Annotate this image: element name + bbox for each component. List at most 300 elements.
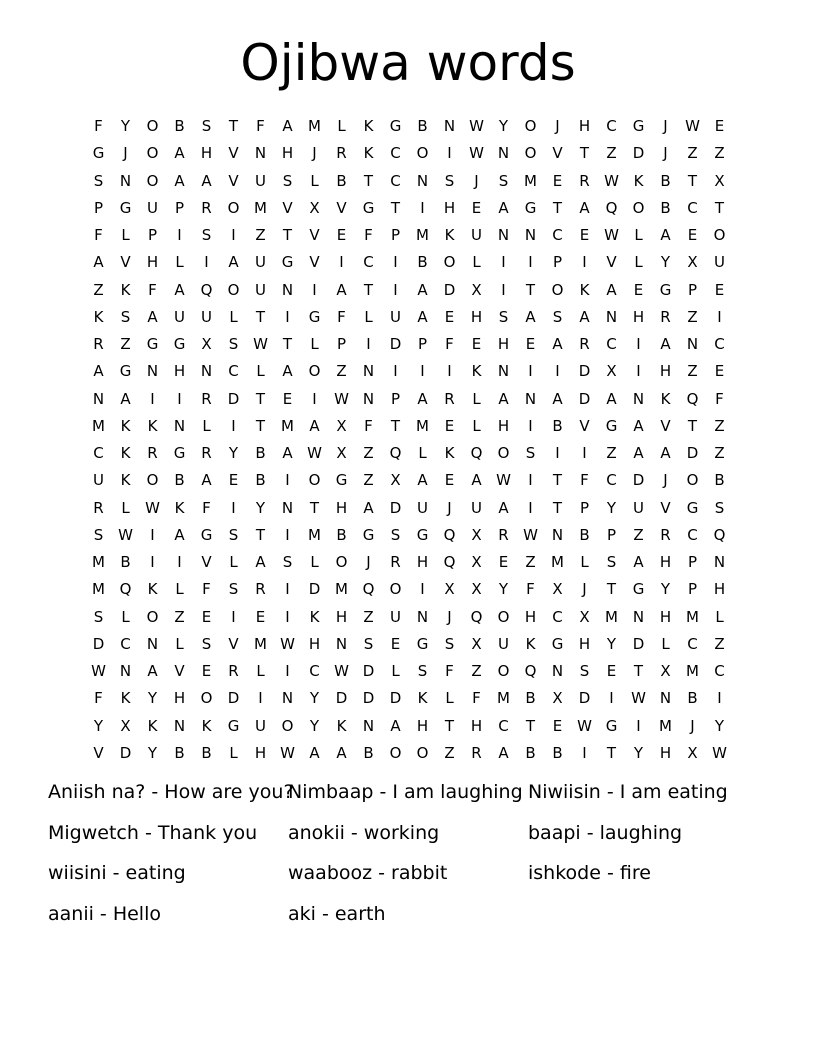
grid-letter: Y (309, 689, 320, 708)
grid-letter: R (498, 525, 509, 544)
grid-letter: E (471, 198, 482, 217)
grid-letter: T (363, 280, 374, 299)
grid-letter: S (444, 171, 455, 190)
grid-letter: U (255, 253, 266, 272)
grid-letter: N (632, 389, 645, 408)
grid-letter: B (174, 743, 185, 762)
grid-letter: L (121, 498, 130, 517)
grid-letter: C (687, 525, 698, 544)
grid-letter: L (715, 607, 724, 626)
grid-letter: F (94, 117, 103, 136)
grid-letter: U (417, 498, 428, 517)
grid-letter: U (390, 607, 401, 626)
grid-letter: F (526, 580, 535, 599)
grid-letter: I (501, 280, 506, 299)
grid-letter: F (148, 280, 157, 299)
grid-letter: W (496, 471, 511, 490)
grid-letter: F (337, 307, 346, 326)
grid-row (85, 604, 733, 631)
grid-letter: E (687, 226, 698, 245)
grid-letter: H (443, 198, 456, 217)
grid-letter: N (497, 362, 510, 381)
grid-letter: H (497, 335, 510, 354)
grid-letter: E (498, 553, 509, 572)
grid-letter: N (632, 607, 645, 626)
grid-letter: M (524, 171, 537, 190)
grid-letter: K (525, 634, 536, 653)
grid-letter: G (281, 253, 294, 272)
grid-letter: T (552, 198, 563, 217)
grid-letter: X (120, 716, 131, 735)
grid-letter: D (578, 689, 591, 708)
page-title: Ojibwa words (240, 34, 576, 92)
grid-letter: O (146, 471, 159, 490)
grid-letter: K (120, 471, 131, 490)
grid-letter: G (92, 144, 105, 163)
grid-letter: L (472, 253, 481, 272)
word-list-item: Migwetch - Thank you (48, 821, 258, 844)
grid-letter: Z (174, 607, 185, 626)
grid-letter: N (119, 171, 132, 190)
grid-letter: K (147, 416, 158, 435)
grid-letter: Z (363, 607, 374, 626)
word-list-item: ishkode - fire (528, 862, 651, 884)
grid-letter: N (551, 662, 564, 681)
grid-letter: T (255, 389, 266, 408)
grid-letter: N (416, 607, 429, 626)
grid-letter: M (686, 607, 699, 626)
grid-letter: B (336, 171, 347, 190)
grid-letter: I (339, 253, 344, 272)
grid-letter: B (552, 743, 563, 762)
grid-letter: C (309, 662, 320, 681)
grid-letter: O (551, 280, 564, 299)
grid-letter: I (177, 226, 182, 245)
grid-letter: T (579, 144, 590, 163)
grid-letter: I (258, 689, 263, 708)
grid-letter: N (551, 525, 564, 544)
grid-letter: Z (687, 144, 698, 163)
grid-letter: F (364, 416, 373, 435)
grid-row (85, 140, 733, 167)
grid-letter: O (335, 553, 348, 572)
grid-letter: F (472, 689, 481, 708)
grid-letter: A (606, 280, 617, 299)
grid-letter: N (92, 389, 105, 408)
grid-letter: G (200, 525, 213, 544)
grid-letter: A (228, 253, 239, 272)
grid-letter: E (282, 389, 293, 408)
grid-letter: J (582, 580, 587, 599)
grid-letter: N (200, 362, 213, 381)
grid-letter: W (334, 662, 349, 681)
grid-letter: I (177, 389, 182, 408)
grid-letter: O (497, 607, 510, 626)
grid-letter: D (443, 280, 456, 299)
grid-letter: O (389, 580, 402, 599)
grid-letter: A (174, 280, 185, 299)
grid-letter: H (173, 689, 186, 708)
grid-letter: U (390, 307, 401, 326)
grid-letter: Q (686, 389, 699, 408)
grid-letter: N (362, 716, 375, 735)
grid-letter: M (92, 580, 105, 599)
grid-letter: I (312, 389, 317, 408)
grid-letter: R (93, 498, 104, 517)
grid-row (85, 195, 733, 222)
grid-letter: A (417, 280, 428, 299)
grid-letter: I (555, 444, 560, 463)
grid-letter: E (444, 307, 455, 326)
grid-letter: I (528, 416, 533, 435)
grid-letter: M (254, 634, 267, 653)
grid-letter: V (309, 226, 320, 245)
grid-letter: I (231, 607, 236, 626)
grid-letter: T (633, 662, 644, 681)
grid-letter: V (201, 553, 212, 572)
grid-letter: I (285, 471, 290, 490)
grid-letter: L (229, 553, 238, 572)
grid-letter: V (174, 662, 185, 681)
grid-row (85, 168, 733, 195)
grid-letter: O (524, 144, 537, 163)
grid-row (85, 386, 733, 413)
grid-letter: V (228, 144, 239, 163)
grid-letter: A (255, 553, 266, 572)
grid-letter: R (579, 171, 590, 190)
grid-letter: T (282, 226, 293, 245)
grid-letter: O (146, 607, 159, 626)
grid-row (85, 658, 733, 685)
grid-letter: M (92, 553, 105, 572)
grid-letter: G (335, 471, 348, 490)
grid-letter: R (471, 743, 482, 762)
grid-letter: M (659, 716, 672, 735)
grid-letter: Y (498, 580, 509, 599)
grid-letter: R (201, 198, 212, 217)
grid-letter: S (525, 444, 536, 463)
grid-letter: F (202, 498, 211, 517)
grid-letter: Z (714, 144, 725, 163)
grid-letter: Z (255, 226, 266, 245)
grid-letter: Q (524, 662, 537, 681)
grid-letter: E (255, 607, 266, 626)
grid-letter: Y (633, 743, 644, 762)
grid-letter: D (578, 389, 591, 408)
grid-letter: W (469, 144, 484, 163)
grid-letter: C (606, 335, 617, 354)
grid-row (85, 740, 733, 767)
grid-letter: R (201, 444, 212, 463)
grid-letter: J (366, 553, 371, 572)
grid-letter: F (202, 580, 211, 599)
grid-letter: S (282, 171, 293, 190)
word-list-item: Aniish na? - How are you? (48, 781, 294, 803)
grid-letter: J (123, 144, 128, 163)
grid-letter: V (120, 253, 131, 272)
grid-letter: Y (309, 716, 320, 735)
grid-letter: G (308, 307, 321, 326)
grid-letter: N (281, 498, 294, 517)
grid-row (85, 631, 733, 658)
grid-letter: G (227, 716, 240, 735)
grid-letter: K (633, 171, 644, 190)
grid-letter: L (202, 416, 211, 435)
grid-letter: X (471, 280, 482, 299)
grid-letter: Q (119, 580, 132, 599)
grid-letter: S (390, 525, 401, 544)
grid-letter: J (663, 471, 668, 490)
grid-letter: B (363, 743, 374, 762)
grid-letter: G (173, 335, 186, 354)
word-list-item: Nimbaap - I am laughing (288, 781, 523, 803)
grid-letter: B (174, 471, 185, 490)
grid-letter: M (281, 416, 294, 435)
grid-letter: K (444, 226, 455, 245)
grid-letter: C (687, 198, 698, 217)
grid-letter: W (253, 335, 268, 354)
grid-letter: I (204, 253, 209, 272)
grid-letter: Q (389, 444, 402, 463)
grid-letter: X (687, 743, 698, 762)
grid-letter: O (686, 471, 699, 490)
grid-letter: D (308, 580, 321, 599)
grid-row (85, 685, 733, 712)
grid-letter: N (443, 117, 456, 136)
grid-letter: T (255, 416, 266, 435)
grid-letter: G (173, 444, 186, 463)
grid-letter: G (119, 362, 132, 381)
grid-letter: X (714, 171, 725, 190)
grid-letter: E (714, 117, 725, 136)
grid-letter: A (660, 335, 671, 354)
grid-letter: N (659, 689, 672, 708)
grid-letter: D (362, 662, 375, 681)
grid-letter: Q (362, 580, 375, 599)
grid-letter: X (471, 553, 482, 572)
grid-letter: O (443, 253, 456, 272)
grid-letter: Q (443, 525, 456, 544)
grid-letter: S (93, 171, 104, 190)
grid-letter: S (201, 226, 212, 245)
grid-row (85, 576, 733, 603)
grid-letter: B (714, 471, 725, 490)
grid-letter: I (150, 389, 155, 408)
grid-letter: Q (605, 198, 618, 217)
grid-letter: T (363, 171, 374, 190)
grid-letter: H (524, 607, 537, 626)
word-list-item: aki - earth (288, 902, 386, 925)
grid-letter: X (579, 607, 590, 626)
grid-letter: D (578, 362, 591, 381)
grid-letter: I (420, 580, 425, 599)
grid-letter: A (660, 226, 671, 245)
grid-letter: X (336, 416, 347, 435)
grid-letter: L (229, 307, 238, 326)
grid-letter: S (228, 580, 239, 599)
grid-letter: I (231, 226, 236, 245)
grid-letter: A (336, 743, 347, 762)
grid-letter: L (634, 226, 643, 245)
grid-letter: C (390, 171, 401, 190)
grid-letter: H (470, 716, 483, 735)
grid-row (85, 249, 733, 276)
grid-letter: G (416, 525, 429, 544)
grid-letter: H (632, 307, 645, 326)
grid-letter: Y (660, 253, 671, 272)
grid-letter: J (555, 117, 560, 136)
grid-letter: D (389, 689, 402, 708)
grid-letter: V (660, 416, 671, 435)
grid-letter: U (93, 471, 104, 490)
grid-letter: A (282, 362, 293, 381)
grid-letter: L (472, 416, 481, 435)
grid-letter: M (92, 416, 105, 435)
grid-letter: Q (470, 607, 483, 626)
grid-letter: O (416, 743, 429, 762)
grid-letter: F (94, 689, 103, 708)
grid-letter: I (582, 253, 587, 272)
grid-letter: Z (363, 444, 374, 463)
grid-letter: F (94, 226, 103, 245)
grid-letter: H (146, 253, 159, 272)
grid-letter: M (686, 662, 699, 681)
grid-letter: H (659, 607, 672, 626)
grid-row (85, 495, 733, 522)
grid-letter: A (147, 307, 158, 326)
grid-letter: O (389, 743, 402, 762)
grid-letter: A (633, 444, 644, 463)
grid-letter: S (93, 525, 104, 544)
grid-letter: X (471, 525, 482, 544)
grid-letter: L (310, 335, 319, 354)
grid-letter: C (606, 117, 617, 136)
grid-letter: N (146, 362, 159, 381)
grid-letter: N (362, 389, 375, 408)
grid-letter: O (146, 144, 159, 163)
grid-letter: I (636, 335, 641, 354)
grid-letter: T (525, 716, 536, 735)
grid-letter: S (201, 117, 212, 136)
grid-letter: L (661, 634, 670, 653)
grid-letter: D (632, 144, 645, 163)
grid-letter: J (447, 607, 452, 626)
grid-letter: G (632, 117, 645, 136)
grid-letter: L (175, 580, 184, 599)
grid-letter: O (524, 117, 537, 136)
grid-letter: H (578, 634, 591, 653)
grid-letter: A (336, 280, 347, 299)
grid-letter: I (528, 362, 533, 381)
grid-letter: I (393, 362, 398, 381)
grid-letter: N (497, 226, 510, 245)
grid-letter: Y (606, 634, 617, 653)
grid-letter: I (717, 307, 722, 326)
grid-letter: Y (714, 716, 725, 735)
grid-letter: A (606, 389, 617, 408)
grid-letter: K (201, 716, 212, 735)
grid-letter: A (579, 198, 590, 217)
grid-letter: A (417, 307, 428, 326)
grid-letter: N (173, 416, 186, 435)
grid-letter: N (686, 335, 699, 354)
word-list-item: baapi - laughing (528, 821, 683, 844)
grid-letter: N (173, 716, 186, 735)
grid-letter: S (498, 171, 509, 190)
grid-letter: C (606, 471, 617, 490)
grid-letter: T (390, 198, 401, 217)
word-list-item: Niwiisin - I am eating (528, 781, 728, 803)
grid-letter: A (471, 471, 482, 490)
grid-letter: E (201, 607, 212, 626)
grid-letter: V (579, 416, 590, 435)
grid-letter: Z (606, 144, 617, 163)
grid-letter: A (498, 198, 509, 217)
grid-letter: E (201, 662, 212, 681)
grid-letter: O (308, 471, 321, 490)
grid-letter: I (528, 471, 533, 490)
grid-letter: P (552, 253, 563, 272)
grid-letter: T (687, 171, 698, 190)
grid-letter: M (605, 607, 618, 626)
grid-letter: A (309, 416, 320, 435)
grid-letter: K (336, 716, 347, 735)
grid-letter: Z (93, 280, 104, 299)
grid-row (85, 277, 733, 304)
grid-letter: A (417, 389, 428, 408)
grid-letter: Z (120, 335, 131, 354)
grid-letter: U (471, 226, 482, 245)
grid-letter: I (636, 362, 641, 381)
grid-letter: C (228, 362, 239, 381)
grid-letter: X (390, 471, 401, 490)
grid-letter: A (633, 416, 644, 435)
grid-letter: I (231, 416, 236, 435)
grid-letter: H (173, 362, 186, 381)
grid-letter: I (582, 743, 587, 762)
grid-letter: U (255, 716, 266, 735)
grid-letter: I (366, 335, 371, 354)
grid-letter: B (255, 444, 266, 463)
grid-letter: W (145, 498, 160, 517)
grid-letter: O (281, 716, 294, 735)
grid-letter: L (364, 307, 373, 326)
grid-letter: S (228, 335, 239, 354)
grid-letter: X (660, 662, 671, 681)
grid-letter: J (447, 498, 452, 517)
grid-letter: M (416, 226, 429, 245)
grid-letter: S (417, 662, 428, 681)
grid-row (85, 440, 733, 467)
grid-letter: D (119, 743, 132, 762)
grid-letter: D (632, 471, 645, 490)
grid-letter: A (498, 743, 509, 762)
grid-letter: H (659, 553, 672, 572)
grid-letter: G (119, 198, 132, 217)
grid-letter: T (282, 335, 293, 354)
grid-letter: A (282, 444, 293, 463)
grid-letter: H (416, 553, 429, 572)
grid-letter: G (146, 335, 159, 354)
grid-letter: H (281, 144, 294, 163)
grid-letter: T (552, 498, 563, 517)
grid-letter: D (227, 689, 240, 708)
grid-letter: C (714, 662, 725, 681)
grid-letter: U (471, 498, 482, 517)
grid-letter: K (147, 716, 158, 735)
grid-letter: I (285, 580, 290, 599)
grid-letter: G (632, 580, 645, 599)
